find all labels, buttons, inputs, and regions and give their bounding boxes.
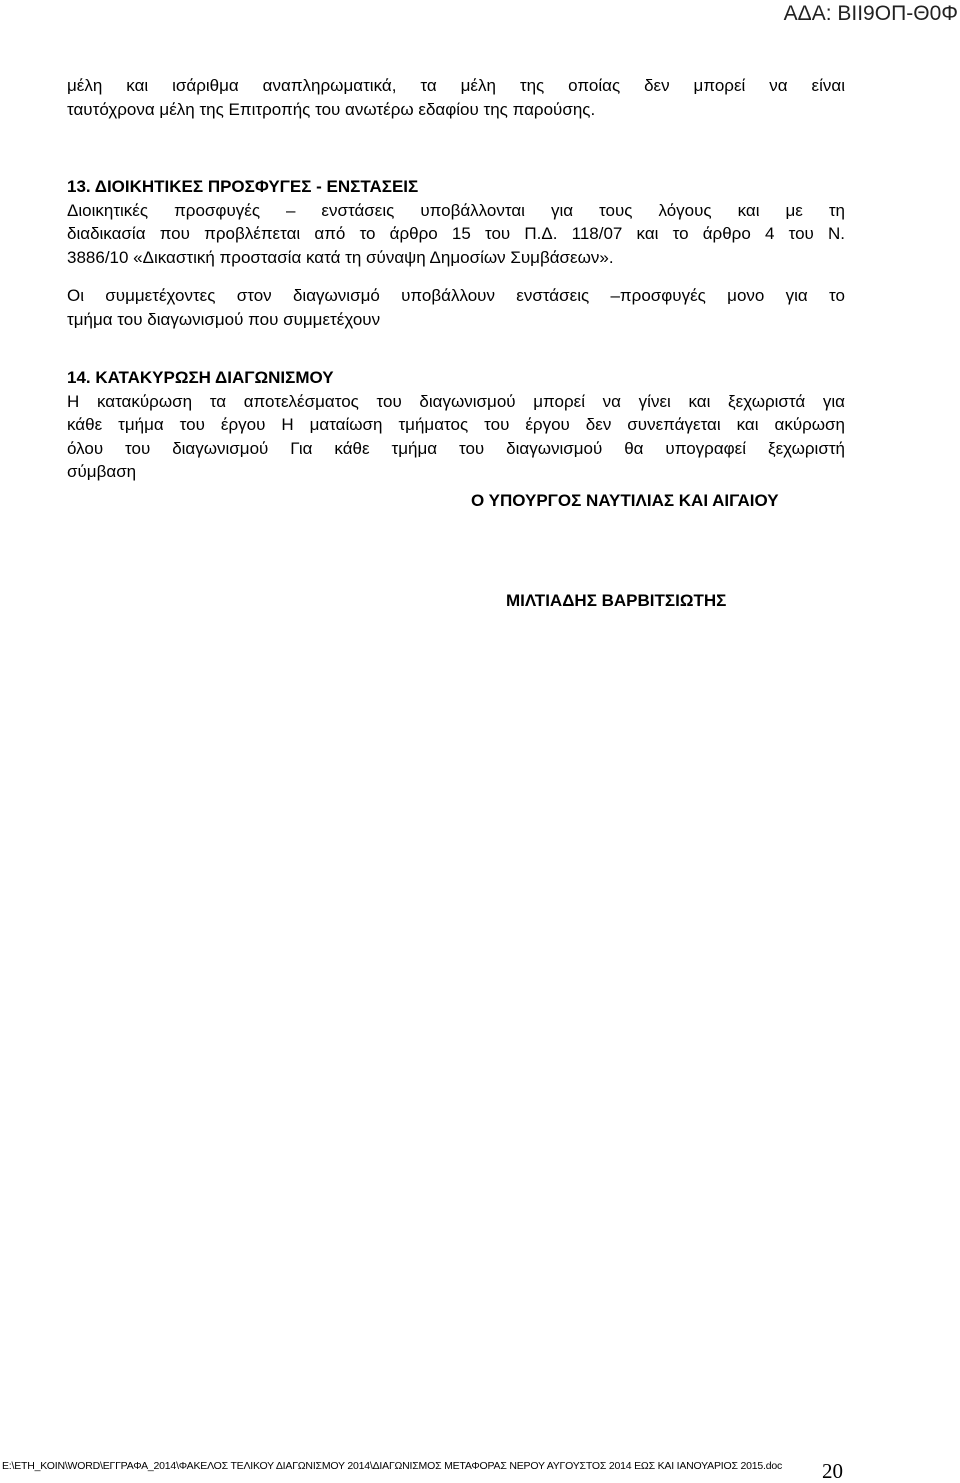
intro-line-1: μέλη και ισάριθμα αναπληρωματικά, τα μέλη της οποίας δεν μπορεί να είναι	[67, 76, 845, 95]
section-13	[67, 175, 845, 269]
section-13-p1-line-2: διαδικασία που προβλέπεται από το άρθρο 15 του Π.Δ. 118/07 και το άρθρο 4 του Ν.	[67, 224, 845, 243]
footer-file-path: E:\ΕΤΗ_ΚΟΙΝ\WORD\ΕΓΓΡΑΦΑ_2014\ΦΑΚΕΛΟΣ ΤΕΛΙΚΟΥ ΔΙΑΓΩΝΙΣΜΟΥ 2014\ΔΙΑΓΩΝΙΣΜΟΣ ΜΕΤΑΦΟΡΑΣ ΝΕΡΟΥ ΑΥΓΟΥΣΤΟΣ 2014 ΕΩΣ ΚΑΙ ΙΑΝΟΥΑΡΙΟΣ 2015.doc	[2, 1460, 783, 1472]
section-14-line-1: Η κατακύρωση τα αποτελέσματος του διαγωνισμού μπορεί να γίνει και ξεχωριστά για	[67, 391, 845, 411]
section-13-p2-line-2: τμήμα του διαγωνισμού που συμμετέχουν	[67, 309, 381, 329]
section-14-line-4: σύμβαση	[67, 462, 137, 481]
section-13-paragraph-2	[67, 284, 845, 331]
section-13-heading: 13. ΔΙΟΙΚΗΤΙΚΕΣ ΠΡΟΣΦΥΓΕΣ - ΕΝΣΤΑΣΕΙΣ	[67, 177, 419, 196]
intro-paragraph	[67, 74, 845, 121]
section-13-p1-line-3: 3886/10 «Δικαστική προστασία κατά τη σύναψη Δημοσίων Συμβάσεων».	[67, 247, 614, 267]
section-14-line-2: κάθε τμήμα του έργου Η ματαίωση τμήματος του έργου δεν συνεπάγεται και ακύρωση	[67, 415, 845, 434]
section-14	[67, 366, 845, 484]
signature-title: Ο ΥΠΟΥΡΓΟΣ ΝΑΥΤΙΛΙΑΣ ΚΑΙ ΑΙΓΑΙΟΥ	[471, 491, 779, 510]
ada-code: ΑΔΑ: ΒΙΙ9ΟΠ-Θ0Φ	[783, 2, 958, 25]
signature-name: ΜΙΛΤΙΑΔΗΣ ΒΑΡΒΙΤΣΙΩΤΗΣ	[506, 591, 727, 610]
section-14-heading: 14. ΚΑΤΑΚΥΡΩΣΗ ΔΙΑΓΩΝΙΣΜΟΥ	[67, 368, 334, 387]
section-13-p2-line-1: Οι συμμετέχοντες στον διαγωνισμό υποβάλλουν ενστάσεις –προσφυγές μονο για το	[67, 286, 845, 305]
page-number: 20	[822, 1459, 843, 1483]
intro-line-2: ταυτόχρονα μέλη της Επιτροπής του ανωτέρω εδαφίου της παρούσης.	[67, 99, 596, 119]
section-13-p1-line-1: Διοικητικές προσφυγές – ενστάσεις υποβάλλονται για τους λόγους και με τη	[67, 200, 845, 220]
section-14-line-3: όλου του διαγωνισμού Για κάθε τμήμα του διαγωνισμού θα υπογραφεί ξεχωριστή	[67, 438, 845, 458]
